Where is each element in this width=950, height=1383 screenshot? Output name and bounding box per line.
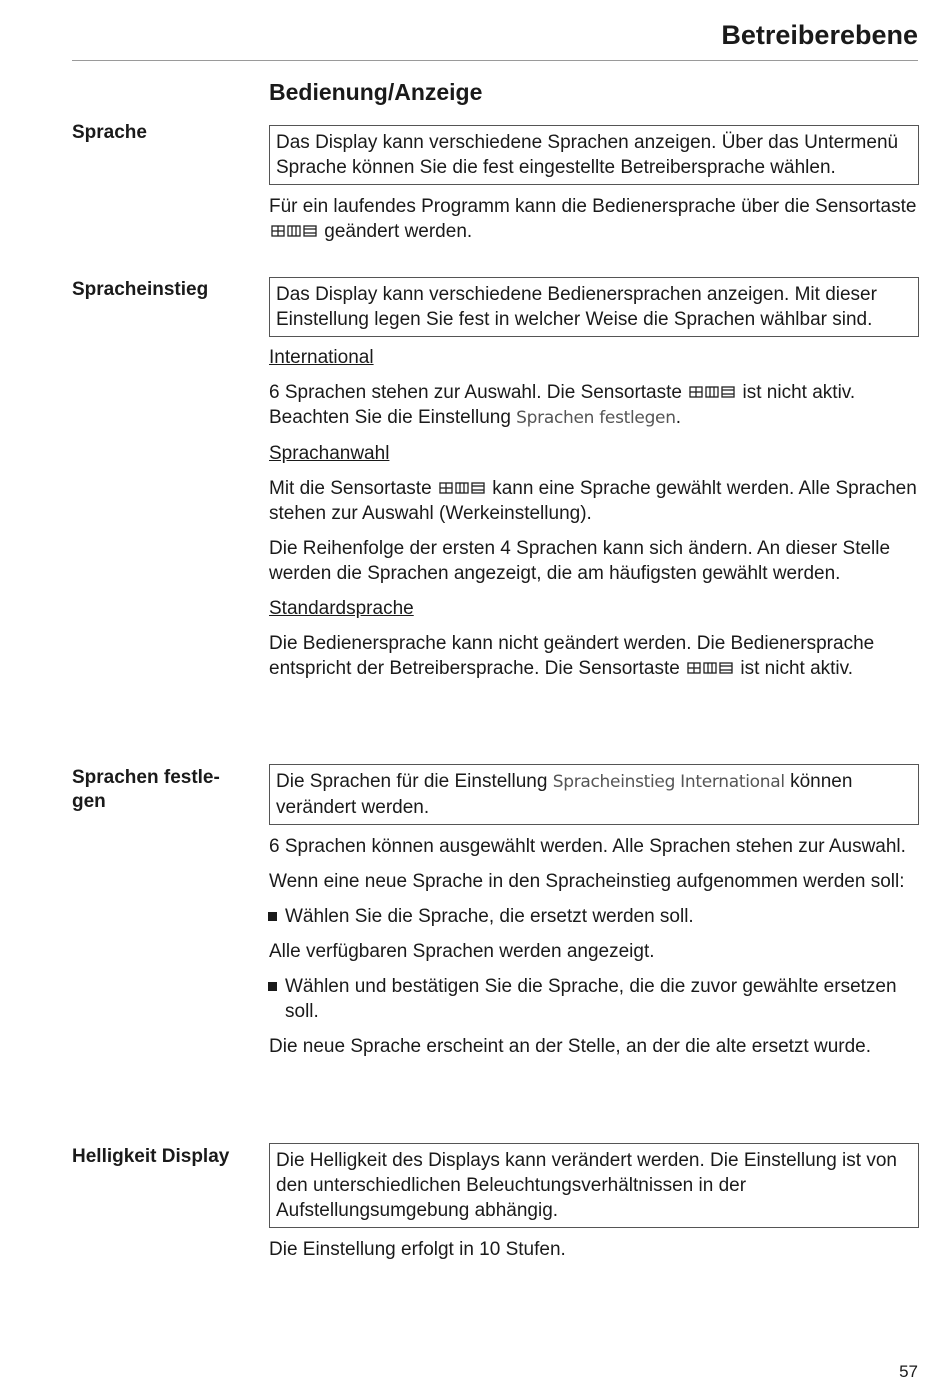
festlegen-bullet-2-text: Wählen und bestätigen Sie die Sprache, die die zuvor gewählte ersetzen soll.	[285, 976, 897, 1022]
bullet-square-icon	[268, 982, 277, 991]
international-heading: International	[269, 347, 374, 368]
festlegen-bullet-1	[268, 904, 919, 929]
festlegen-info-box	[269, 764, 919, 825]
sprachanwahl-heading: Sprachanwahl	[269, 443, 390, 464]
sprache-text-2: geändert werden.	[324, 221, 473, 242]
sprache-text-1: Für ein laufendes Programm kann die Bedienersprache über die Sensortaste	[269, 196, 917, 217]
festlegen-bullet-2	[268, 974, 919, 1024]
spracheinstieg-section	[269, 277, 919, 681]
festlegen-bullet-1-text: Wählen Sie die Sprache, die ersetzt werden soll.	[285, 906, 694, 927]
sprache-paragraph	[269, 194, 919, 244]
sprachanwahl-paragraph-2: Die Reihenfolge der ersten 4 Sprachen kann sich ändern. An dieser Stelle werden die Sprachen angezeigt, die am häufigsten gewählt werden.	[269, 538, 891, 584]
standardsprache-heading: Standardsprache	[269, 598, 414, 619]
standard-text-2: ist nicht aktiv.	[740, 658, 854, 679]
sprache-box-text: Das Display kann verschiedene Sprachen anzeigen. Über das Untermenü Sprache können Sie die fest eingestellte Betreibersprache wählen.	[276, 132, 899, 178]
festlegen-box-text-1: Die Sprachen für die Einstellung	[276, 771, 548, 792]
language-flags-icon	[439, 481, 485, 495]
festlegen-paragraph-2: Wenn eine neue Sprache in den Spracheinstieg aufgenommen werden soll:	[269, 871, 905, 892]
spracheinstieg-box-text: Das Display kann verschiedene Bedienersprachen anzeigen. Mit dieser Einstellung legen Sie fest in welcher Weise die Sprachen wählbar sind.	[276, 284, 877, 330]
label-helligkeit-display: Helligkeit Display	[72, 1146, 230, 1167]
sprachanwahl-text-1: Mit die Sensortaste	[269, 478, 432, 499]
international-text-2: ist nicht aktiv. Beachten Sie die Einstellung	[269, 382, 856, 428]
festlegen-box-text-2: können verändert werden.	[276, 771, 853, 818]
standardsprache-paragraph	[269, 631, 919, 681]
international-text-end: .	[675, 407, 681, 428]
label-sprache: Sprache	[72, 122, 147, 143]
header-divider	[72, 60, 918, 61]
festlegen-section	[269, 764, 919, 1059]
international-ui-term: Sprachen festlegen	[516, 408, 676, 428]
language-flags-icon	[689, 385, 735, 399]
helligkeit-info-box	[269, 1143, 919, 1228]
sprachanwahl-text-2: kann eine Sprache gewählt werden. Alle Sprachen stehen zur Auswahl (Werkeinstellung).	[269, 478, 917, 524]
international-paragraph	[269, 380, 919, 431]
festlegen-ui-term: Spracheinstieg International	[552, 772, 785, 792]
helligkeit-section	[269, 1143, 919, 1262]
festlegen-box-text	[276, 769, 912, 820]
spracheinstieg-info-box	[269, 277, 919, 337]
festlegen-paragraph-4: Die neue Sprache erscheint an der Stelle, an der die alte ersetzt wurde.	[269, 1036, 872, 1057]
helligkeit-paragraph: Die Einstellung erfolgt in 10 Stufen.	[269, 1239, 566, 1260]
page-number: 57	[899, 1362, 918, 1381]
international-text-1: 6 Sprachen stehen zur Auswahl. Die Sensortaste	[269, 382, 682, 403]
page-header-title: Betreiberebene	[721, 20, 918, 50]
bullet-square-icon	[268, 912, 277, 921]
sprachanwahl-paragraph	[269, 476, 919, 526]
label-spracheinstieg: Spracheinstieg	[72, 279, 209, 300]
language-flags-icon	[687, 661, 733, 675]
label-sprachen-festlegen: Sprachen festle- gen	[72, 767, 220, 812]
sprache-section	[269, 125, 919, 244]
standard-text-1: Die Bedienersprache kann nicht geändert werden. Die Bedienersprache entspricht der Betreibersprache. Die Sensortaste	[269, 633, 875, 679]
section-title: Bedienung/Anzeige	[269, 79, 483, 105]
language-flags-icon	[271, 224, 317, 238]
festlegen-paragraph-3: Alle verfügbaren Sprachen werden angezeigt.	[269, 941, 655, 962]
sprache-info-box	[269, 125, 919, 185]
festlegen-paragraph-1: 6 Sprachen können ausgewählt werden. Alle Sprachen stehen zur Auswahl.	[269, 836, 906, 857]
helligkeit-box-text: Die Helligkeit des Displays kann verändert werden. Die Einstellung ist von den unterschiedlichen Beleuchtungsverhältnissen in der Aufstellungsumgebung abhängig.	[276, 1150, 897, 1221]
